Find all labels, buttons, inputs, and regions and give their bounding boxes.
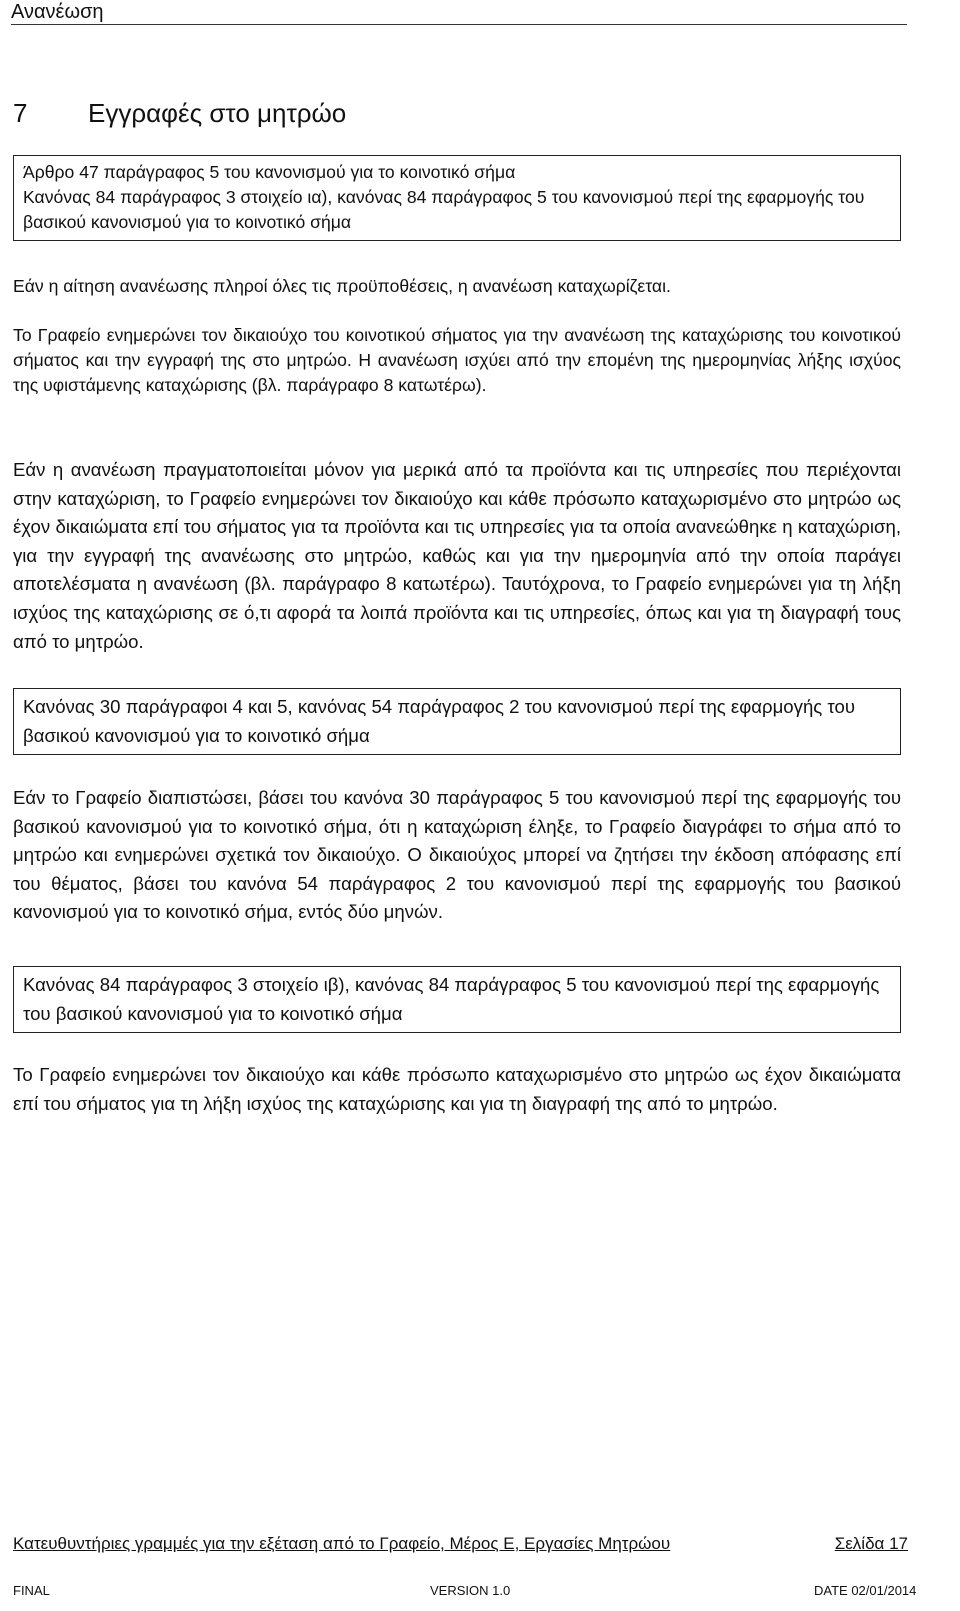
paragraph-5: Το Γραφείο ενημερώνει τον δικαιούχο και κάθε πρόσωπο καταχωρισμένο στο μητρώο ως έχον δικαιώματα επί του σήματος για τη λήξη ισχύος της καταχώρισης και για τη διαγραφή της από το μητρώο. [13, 1064, 901, 1114]
footer-guidelines: Κατευθυντήριες γραμμές για την εξέταση από το Γραφείο, Μέρος Ε, Εργασίες Μητρώου [13, 1534, 671, 1553]
footer-date: DATE 02/01/2014 [814, 1583, 917, 1598]
legal-reference-line-2: Κανόνας 84 παράγραφος 3 στοιχείο ια), κανόνας 84 παράγραφος 5 του κανονισμού περί της εφαρμογής του βασικού κανονισμού για το κοινοτικό σήμα [23, 187, 865, 233]
chapter-title [13, 96, 346, 130]
chapter-title-text: Εγγραφές στο μητρώο [88, 98, 347, 128]
running-header: Ανανέωση [11, 1, 104, 23]
footer-version: VERSION 1.0 [430, 1583, 511, 1598]
chapter-number: 7 [13, 98, 28, 128]
legal-reference-box-3 [13, 966, 901, 1033]
legal-reference-text-3: Κανόνας 84 παράγραφος 3 στοιχείο ιβ), κανόνας 84 παράγραφος 5 του κανονισμού περί της εφαρμογής του βασικού κανονισμού για το κοινοτικό σήμα [23, 974, 880, 1024]
legal-reference-line-1: Άρθρο 47 παράγραφος 5 του κανονισμού για το κοινοτικό σήμα [23, 162, 516, 182]
legal-reference-box-1 [13, 155, 901, 241]
paragraph-2: Το Γραφείο ενημερώνει τον δικαιούχο του κοινοτικού σήματος για την ανανέωση της καταχώρισης του κοινοτικού σήματος και την εγγραφή της στο μητρώο. Η ανανέωση ισχύει από την επομένη της ημερομηνίας λήξης ισχύος της υφιστάμενης καταχώρισης (βλ. παράγραφο 8 κατωτέρω). [13, 325, 901, 396]
header-rule [11, 24, 907, 25]
legal-reference-text-2: Κανόνας 30 παράγραφοι 4 και 5, κανόνας 54 παράγραφος 2 του κανονισμού περί της εφαρμογής του βασικού κανονισμού για το κοινοτικό σήμα [23, 696, 856, 746]
legal-reference-box-2 [13, 688, 901, 755]
paragraph-1: Εάν η αίτηση ανανέωσης πληροί όλες τις προϋποθέσεις, η ανανέωση καταχωρίζεται. [13, 276, 671, 296]
footer-status: FINAL [13, 1583, 50, 1598]
paragraph-4: Εάν το Γραφείο διαπιστώσει, βάσει του κανόνα 30 παράγραφος 5 του κανονισμού περί της εφαρμογής του βασικού κανονισμού για το κοινοτικό σήμα, ότι η καταχώριση έληξε, το Γραφείο διαγράφει το σήμα από το μητρώο και ενημερώνει σχετικά τον δικαιούχο. Ο δικαιούχος μπορεί να ζητήσει την έκδοση απόφασης επί του θέματος, βάσει του κανόνα 54 παράγραφος 2 του κανονισμού περί της εφαρμογής του βασικού κανονισμού για το κοινοτικό σήμα, εντός δύο μηνών. [13, 787, 901, 923]
footer [13, 1533, 908, 1555]
paragraph-3: Εάν η ανανέωση πραγματοποιείται μόνον για μερικά από τα προϊόντα και τις υπηρεσίες που περιέχονται στην καταχώριση, το Γραφείο ενημερώνει τον δικαιούχο και κάθε πρόσωπο καταχωρισμένο στο μητρώο ως έχον δικαιώματα επί του σήματος για τα προϊόντα και τις υπηρεσίες για τα οποία ανανεώθηκε η καταχώριση, για την εγγραφή της ανανέωσης στο μητρώο, καθώς και για την ημερομηνία από την οποία παράγει αποτελέσματα η ανανέωση (βλ. παράγραφο 8 κατωτέρω). Ταυτόχρονα, το Γραφείο ενημερώνει για τη λήξη ισχύος της καταχώρισης σε ό,τι αφορά τα λοιπά προϊόντα και τις υπηρεσίες, όπως και για τη διαγραφή τους από το μητρώο. [13, 459, 901, 652]
footer-page-number: Σελίδα 17 [834, 1534, 908, 1553]
